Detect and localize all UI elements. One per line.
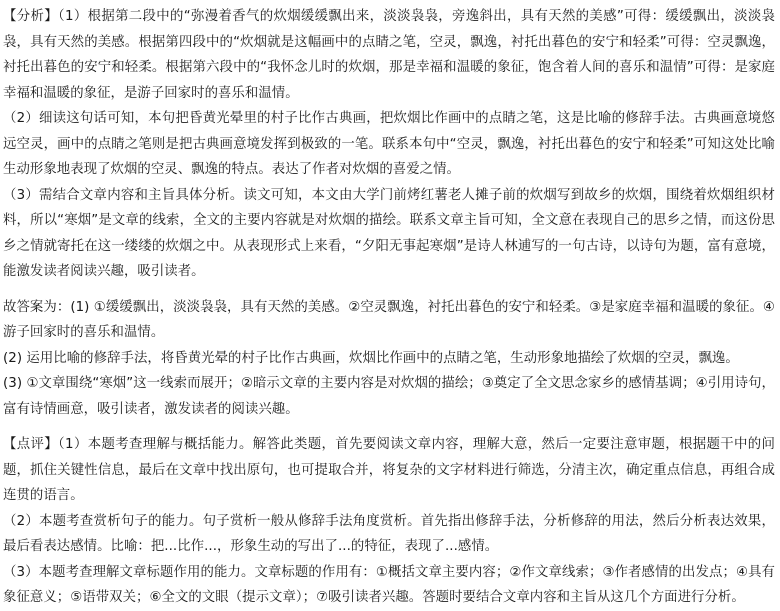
answer-section: [3, 295, 775, 423]
solution-document: [3, 4, 775, 611]
comment-paragraph-1: 【点评】（1）本题考查理解与概括能力。解答此类题，首先要阅读文章内容，理解大意，然后一定要注意审题，根据题干中的问题，抓住关键性信息，最后在文章中找出原句，也可提取合并，将复杂的文字材料进行筛选，分清主次，确定重点信息，再组合成连贯的语言。: [3, 437, 775, 503]
analysis-paragraph-3: （3）需结合文章内容和主旨具体分析。读文可知，本文由大学门前烤红薯老人摊子前的炊烟写到故乡的炊烟，围绕着炊烟组织材料，所以“寒烟”是文章的线索，全文的主要内容就是对炊烟的描绘。联系文章主旨可知，全文意在表现自己的思乡之情，而这份思乡之情就寄托在这一缕缕的炊烟之中。从表现形式上来看，“夕阳无事起寒烟”是诗人林逋写的一句古诗，以诗句为题，富有意境，能激发读者阅读兴趣，吸引读者。: [3, 187, 775, 279]
answer-paragraph-2: (2) 运用比喻的修辞手法，将昏黄光晕的村子比作古典画，炊烟比作画中的点睛之笔，生动形象地描绘了炊烟的空灵，飘逸。: [3, 350, 739, 366]
answer-paragraph-1: 故答案为：(1) ①缓缓飘出，淡淡袅袅，具有天然的美感。②空灵飘逸，衬托出暮色的安宁和轻柔。③是家庭幸福和温暖的象征。④游子回家时的喜乐和温情。: [3, 299, 775, 340]
answer-paragraph-3: (3) ①文章围绕“寒烟”这一线索而展开；②暗示文章的主要内容是对炊烟的描绘；③奠定了全文思念家乡的感情基调；④引用诗句，富有诗情画意，吸引读者，激发读者的阅读兴趣。: [3, 376, 775, 417]
comment-section: [3, 432, 775, 611]
analysis-paragraph-2: （2）细读这句话可知，本句把昏黄光晕里的村子比作古典画，把炊烟比作画中的点睛之笔，这是比喻的修辞手法。古典画意境悠远空灵，画中的点睛之笔则是把古典画意境发挥到极致的一笔。联系本句中“空灵，飘逸，衬托出暮色的安宁和轻柔”可知这处比喻生动形象地表现了炊烟的空灵、飘逸的特点。表达了作者对炊烟的喜爱之情。: [3, 111, 775, 177]
comment-paragraph-2: （2）本题考查赏析句子的能力。句子赏析一般从修辞手法角度赏析。首先指出修辞手法，分析修辞的用法，然后分析表达效果，最后看表达感情。比喻：把...比作...，形象生动的写出了...的特征，表现了...感情。: [3, 513, 775, 554]
analysis-paragraph-1: 【分析】（1）根据第二段中的“弥漫着香气的炊烟缓缓飘出来，淡淡袅袅，旁逸斜出，具有天然的美感”可得：缓缓飘出，淡淡袅袅，具有天然的美感。根据第四段中的“炊烟就是这幅画中的点睛之笔，空灵，飘逸，衬托出暮色的安宁和轻柔”可得：空灵飘逸，衬托出暮色的安宁和轻柔。根据第六段中的“我怀念儿时的炊烟，那是幸福和温暖的象征，饱含着人间的喜乐和温情”可得：是家庭幸福和温暖的象征，是游子回家时的喜乐和温情。: [3, 9, 775, 101]
comment-paragraph-3: （3）本题考查理解文章标题作用的能力。文章标题的作用有：①概括文章主要内容；②作文章线索；③作者感情的出发点；④具有象征意义；⑤语带双关；⑥全文的文眼（提示文章）；⑦吸引读者兴趣。答题时要结合文章内容和主旨从这几个方面进行分析。: [3, 564, 775, 605]
analysis-section: [3, 4, 775, 285]
section-gap: [3, 422, 775, 432]
section-gap: [3, 285, 775, 295]
